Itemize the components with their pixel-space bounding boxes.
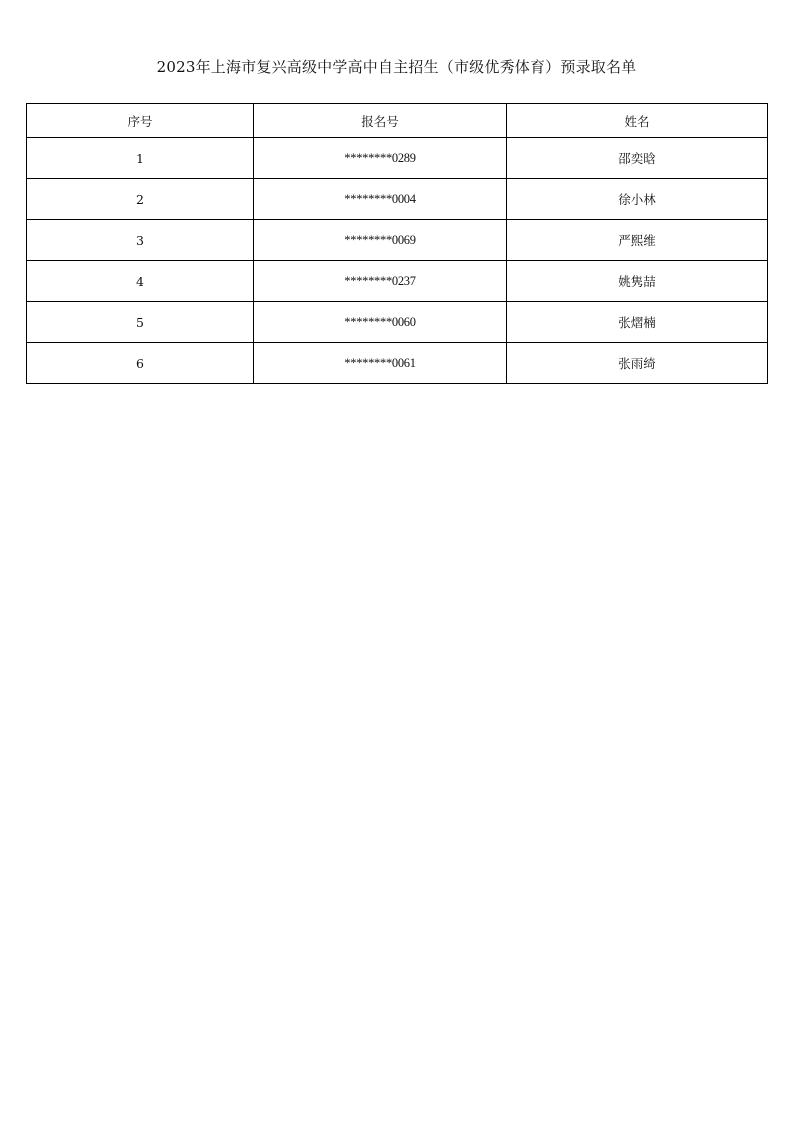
cell-seq: 5 — [27, 302, 254, 343]
cell-seq: 2 — [27, 179, 254, 220]
cell-reg-no: ********0069 — [254, 220, 507, 261]
cell-seq: 3 — [27, 220, 254, 261]
cell-reg-no: ********0237 — [254, 261, 507, 302]
table-row — [27, 302, 768, 343]
cell-reg-no: ********0061 — [254, 343, 507, 384]
cell-name: 张熠楠 — [507, 302, 768, 343]
cell-seq: 1 — [27, 138, 254, 179]
table-row — [27, 261, 768, 302]
cell-name: 徐小林 — [507, 179, 768, 220]
column-header-seq: 序号 — [27, 104, 254, 138]
table-row — [27, 220, 768, 261]
admission-list-table — [26, 103, 768, 384]
cell-name: 严熙维 — [507, 220, 768, 261]
cell-reg-no: ********0060 — [254, 302, 507, 343]
table-row — [27, 179, 768, 220]
cell-reg-no: ********0289 — [254, 138, 507, 179]
table-row — [27, 138, 768, 179]
column-header-reg-no: 报名号 — [254, 104, 507, 138]
table-row — [27, 343, 768, 384]
cell-name: 张雨绮 — [507, 343, 768, 384]
column-header-name: 姓名 — [507, 104, 768, 138]
cell-reg-no: ********0004 — [254, 179, 507, 220]
cell-seq: 4 — [27, 261, 254, 302]
cell-seq: 6 — [27, 343, 254, 384]
cell-name: 邵奕晗 — [507, 138, 768, 179]
cell-name: 姚隽喆 — [507, 261, 768, 302]
table-header-row — [27, 104, 768, 138]
page-title: 2023年上海市复兴高级中学高中自主招生（市级优秀体育）预录取名单 — [156, 58, 637, 76]
